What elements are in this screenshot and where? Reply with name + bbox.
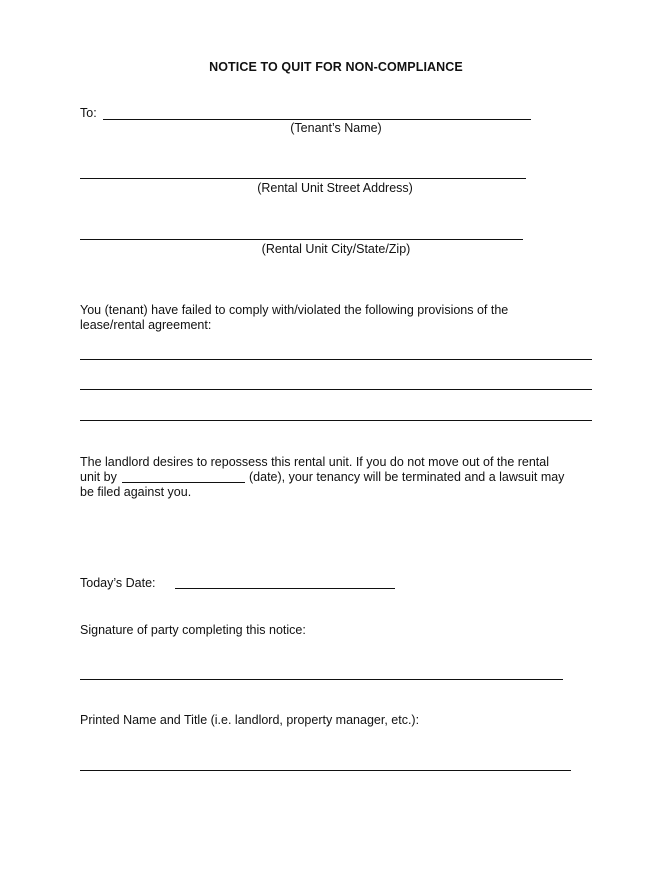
repossess-text-line-3: be filed against you.: [80, 485, 192, 499]
street-address-caption: (Rental Unit Street Address): [257, 181, 413, 195]
signature-line[interactable]: [80, 679, 563, 680]
tenant-name-line[interactable]: [103, 119, 531, 120]
repossess-unit-by-label: unit by: [80, 470, 117, 484]
city-state-zip-caption: (Rental Unit City/State/Zip): [261, 242, 411, 256]
repossess-text-line-2: (date), your tenancy will be terminated and a lawsuit may: [249, 470, 565, 484]
todays-date-line[interactable]: [175, 588, 395, 589]
printed-name-line[interactable]: [80, 770, 571, 771]
printed-name-label: Printed Name and Title (i.e. landlord, property manager, etc.):: [80, 713, 420, 727]
move-out-date-line[interactable]: [122, 482, 245, 483]
to-label: To:: [80, 106, 97, 120]
todays-date-label: Today’s Date:: [80, 576, 156, 590]
signature-label: Signature of party completing this notice:: [80, 623, 306, 637]
violation-line[interactable]: [80, 389, 592, 390]
violation-line[interactable]: [80, 359, 592, 360]
street-address-line[interactable]: [80, 178, 526, 179]
document-title: NOTICE TO QUIT FOR NON-COMPLIANCE: [209, 60, 463, 74]
violation-text-line-1: You (tenant) have failed to comply with/violated the following provisions of the: [80, 303, 509, 317]
city-state-zip-line[interactable]: [80, 239, 523, 240]
violation-text-line-2: lease/rental agreement:: [80, 318, 212, 332]
repossess-text-line-1: The landlord desires to repossess this rental unit. If you do not move out of the rental: [80, 455, 550, 469]
tenant-name-caption: (Tenant’s Name): [290, 121, 382, 135]
violation-line[interactable]: [80, 420, 592, 421]
